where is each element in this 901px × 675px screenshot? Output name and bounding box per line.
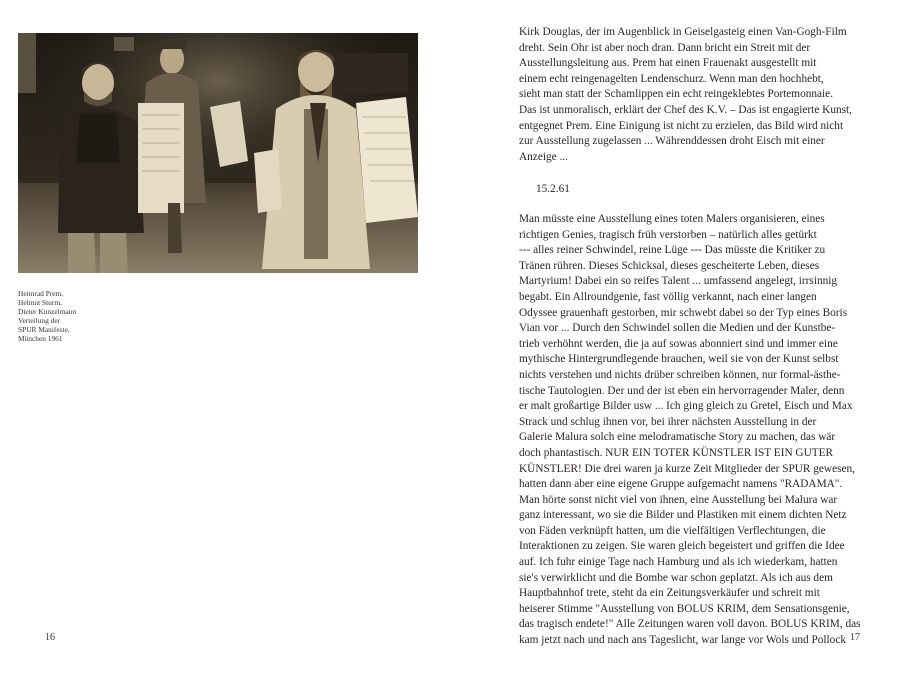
text-line: heiserer Stimme "Ausstellung von BOLUS KRIM, dem Sensationsgenie, [519, 602, 850, 615]
text-line: --- alles reiner Schwindel, reine Lüge --- Das müsste die Kritiker zu [519, 244, 826, 257]
text-line: Ausstellungsleitung aus. Prem hat einen Frauenakt ausgestellt mit [519, 57, 817, 70]
text-line: Kirk Douglas, der im Augenblick in Geiselgasteig einen Van-Gogh-Film [519, 26, 847, 38]
text-line: sieht man statt der Schamlippen ein echt reingeklebtes Portemonnaie. [519, 88, 834, 101]
caption-line: Heimrad Prem, [18, 289, 64, 298]
text-line: Strack und schlug ihnen vor, bei ihrer nächsten Ausstellung in der [519, 415, 817, 428]
photo-image [18, 33, 418, 273]
text-line: ganz interessant, wo sie die Bilder und Plastiken mit einem dichten Netz [519, 509, 847, 522]
text-line: Man hörte sonst nicht viel von ihnen, eine Ausstellung bei Malura war [519, 493, 838, 506]
text-line: trieb verhöhnt werden, die ja auf sowas abonniert sind und immer eine [519, 337, 838, 350]
caption-line: Helmut Sturm, [18, 298, 62, 307]
text-line: Das ist unmoralisch, erklärt der Chef des K.V. – Das ist engagierte Kunst, [519, 103, 852, 116]
text-line: Odyssee grauenhaft gestorben, mir schwebt dabei so der Typ eines Boris [519, 306, 848, 319]
text-line: mythische Hintergrundlegende brauchen, weil sie von der Kunst selbst [519, 353, 839, 366]
caption-line: SPUR Manifeste, [18, 325, 70, 334]
text-line: Martyrium! Dabei ein so reifes Talent ... umfassend angelegt, irrsinnig [519, 275, 838, 288]
caption-line: München 1961 [18, 334, 63, 343]
text-line: begabt. Ein Allroundgenie, fast völlig verkannt, nach einer langen [519, 290, 817, 303]
text-line: auf. Ich fuhr einige Tage nach Hamburg und als ich wiederkam, hatten [519, 556, 838, 569]
text-line: richtigen Genies, tragisch früh verstorben – natürlich alles getürkt [519, 228, 817, 241]
left-page [0, 0, 450, 675]
text-line: Galerie Malura solch eine melodramatische Story zu machen, das wär [519, 431, 836, 444]
text-line: das tragisch endete!" Alle Zeitungen waren voll davon. BOLUS KRIM, das [519, 618, 861, 631]
text-line: Vian vor ... Durch den Schwindel sollen die Medien und der Kunstbe- [519, 322, 836, 335]
text-line: einem echt reingenagelten Lendenschurz. Wenn man den hochhebt, [519, 72, 824, 85]
paragraph-1 [519, 25, 879, 165]
caption-line: Dieter Kunzelmann [18, 307, 77, 316]
text-line: Interaktionen zu zeigen. Sie waren gleich begeistert und griffen die Idee [519, 540, 845, 553]
page-number-left: 16 [45, 632, 55, 643]
text-line: Anzeige ... [519, 150, 568, 163]
text-line: zur Ausstellung zugelassen ... Währenddessen droht Eisch mit einer [519, 135, 825, 148]
page-number-right: 17 [850, 632, 860, 643]
text-line: Tränen rühren. Dieses Schicksal, dieses gescheiterte Leben, dieses [519, 259, 820, 272]
text-line: doch phantastisch. NUR EIN TOTER KÜNSTLER IST EIN GUTER [519, 446, 834, 459]
text-line: kam jetzt nach und nach ans Tageslicht, war lange vor Wols und Pollock [519, 634, 846, 647]
photo-caption [18, 289, 128, 343]
text-line: Man müsste eine Ausstellung eines toten Malers organisieren, eines [519, 213, 825, 225]
text-line: dreht. Sein Ohr ist aber noch dran. Dann bricht ein Streit mit der [519, 41, 811, 54]
text-line: er malt großartige Bilder usw ... Ich ging gleich zu Gretel, Eisch und Max [519, 400, 853, 413]
text-line: sie's verwirklicht und die Bombe war schon geplatzt. Als ich aus dem [519, 571, 833, 584]
archival-photograph [18, 33, 418, 273]
text-line: Hauptbahnhof trete, steht da ein Zeitungsverkäufer und schreit mit [519, 587, 820, 600]
text-line: nichts verstehen und nichts drüber schreiben können, nur formal-ästhe- [519, 368, 841, 381]
text-line: entgegnet Prem. Eine Einigung ist nicht zu erzielen, das Bild wird nicht [519, 119, 844, 132]
text-line: hatten dann aber eine eigene Gruppe aufgemacht namens "RADAMA". [519, 478, 843, 491]
text-line: von Fäden verknüpft hatten, um die vielfältigen Verflechtungen, die [519, 524, 826, 537]
right-page [450, 0, 901, 675]
text-line: KÜNSTLER! Die drei waren ja kurze Zeit Mitglieder der SPUR gewesen, [519, 462, 855, 475]
text-line: tische Tautologien. Der und der ist eben ein hervorragender Maler, denn [519, 384, 845, 397]
date-heading: 15.2.61 [536, 183, 570, 195]
caption-line: Verteilung der [18, 316, 61, 325]
paragraph-2 [519, 212, 879, 649]
